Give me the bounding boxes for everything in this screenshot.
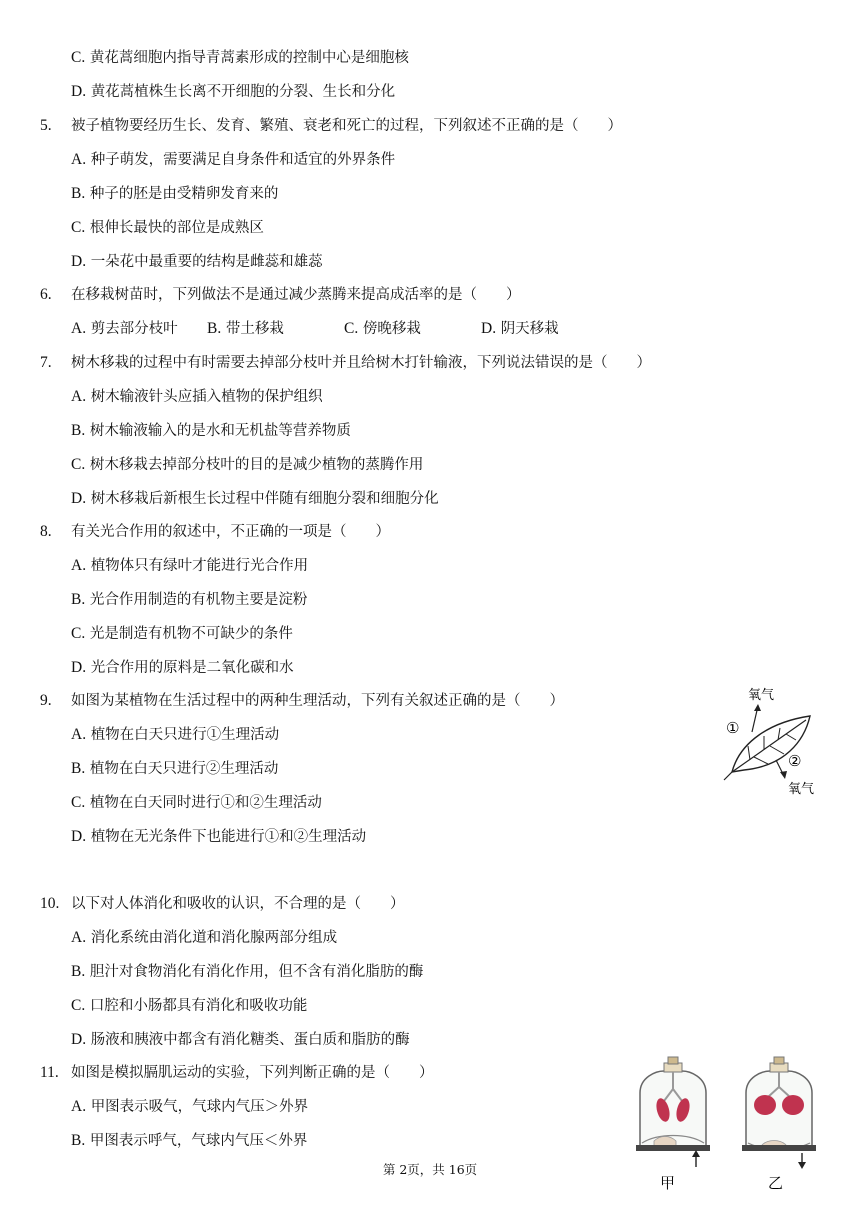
arrow-up-head [754,704,761,711]
question-text: 树木移栽的过程中有时需要去掉部分枝叶并且给树木打针输液，下列说法错误的是（ ） [71,355,651,371]
answer-option [71,590,307,610]
option-text: 光合作用的原料是二氧化碳和水 [90,660,294,676]
option-text: 消化系统由消化道和消化腺两部分组成 [90,930,338,946]
option-text: 树木输液针头应插入植物的保护组织 [90,389,323,405]
question-number: 11. [40,1064,59,1081]
arrow-down-head [780,771,787,779]
answer-option [71,218,264,238]
answer-option [71,556,308,576]
option-label: A. [71,557,87,574]
answer-option [71,82,395,102]
option-text: 黄花蒿细胞内指导青蒿素形成的控制中心是细胞核 [89,50,409,66]
jar-jia-base [636,1145,710,1151]
option-text: 植物在白天同时进行①和②生理活动 [89,795,322,811]
answer-option [71,252,323,272]
option-text: 植物在白天只进行②生理活动 [89,761,279,777]
option-text: 植物体只有绿叶才能进行光合作用 [90,558,309,574]
answer-option [71,1030,410,1050]
answer-option [71,928,337,948]
option-text: 树木移栽去掉部分枝叶的目的是减少植物的蒸腾作用 [89,457,424,473]
answer-option [71,759,278,779]
option-text: 树木移栽后新根生长过程中伴随有细胞分裂和细胞分化 [90,491,439,507]
answer-option [71,1131,307,1151]
fig9-marker-2: ② [788,752,802,770]
option-text: 甲图表示吸气，气球内气压＞外界 [90,1099,309,1115]
option-label: C. [71,49,86,66]
option-label: C. [71,794,86,811]
option-label: A. [71,726,87,743]
option-text: 植物在无光条件下也能进行①和②生理活动 [90,829,367,845]
option-label: A. [71,388,87,405]
option-label: D. [71,828,87,845]
option-label: A. [71,1098,87,1115]
option-label: D. [71,1031,87,1048]
option-label: D. [71,490,87,507]
option-label: B. [71,185,86,202]
option-text: 植物在白天只进行①生理活动 [90,727,280,743]
option-text: 光是制造有机物不可缺少的条件 [89,626,293,642]
answer-option [71,421,351,441]
question-text: 以下对人体消化和吸收的认识，不合理的是（ ） [71,896,405,912]
option-label: C. [71,997,86,1014]
option-label: B. [71,963,86,980]
option-label: C. [71,219,86,236]
option-text: 根伸长最快的部位是成熟区 [89,220,264,236]
option-label: B. [71,591,86,608]
option-text: 树木输液输入的是水和无机盐等营养物质 [89,423,351,439]
fig11-right-label: 乙 [768,1174,784,1192]
question-number: 10. [40,895,60,912]
answer-option [71,489,439,509]
question-text: 如图是模拟膈肌运动的实验，下列判断正确的是（ ） [71,1065,434,1081]
option-label: C. [71,625,86,642]
option-text: 甲图表示呼气，气球内气压＜外界 [89,1133,308,1149]
option-label: D. [71,83,87,100]
option-label: A. [71,929,87,946]
answer-option [71,48,409,68]
answer-option [71,962,423,982]
page-footer: 第 2页，共 16页 [382,1162,478,1177]
question-text: 被子植物要经历生长、发育、繁殖、衰老和死亡的过程，下列叙述不正确的是（ ） [71,118,622,134]
option-text: 口腔和小肠都具有消化和吸收功能 [89,998,308,1014]
option-label: D. [71,659,87,676]
jar-yi-stopper [774,1057,784,1064]
answer-option [71,624,293,644]
option-text: 一朵花中最重要的结构是雌蕊和雄蕊 [90,254,323,270]
answer-option [71,725,279,745]
option-text: 黄花蒿植株生长离不开细胞的分裂、生长和分化 [90,84,396,100]
option-label: D. [71,253,87,270]
question-number: 8. [40,523,52,540]
question-number: 5. [40,117,52,134]
answer-option [71,150,395,170]
answer-option [71,455,423,475]
jar-jia-stopper [668,1057,678,1064]
option-text: 种子的胚是由受精卵发育来的 [89,186,279,202]
answer-option [71,658,294,678]
option-label: C. [71,456,86,473]
jar-yi-base [742,1145,816,1151]
answer-option [71,827,366,847]
option-label: B. [71,1132,86,1149]
fig9-top-label: 氧气 [748,688,775,703]
jar-yi-balloon-left [754,1095,776,1115]
q6-option-d: D. 阴天移栽 [481,320,559,337]
answer-option [71,387,323,407]
option-text: 胆汁对食物消化有消化作用，但不含有消化脂肪的酶 [89,964,424,980]
option-text: 肠液和胰液中都含有消化糖类、蛋白质和脂肪的酶 [90,1032,410,1048]
q6-option-b: B. 带土移栽 [207,320,284,337]
answer-option [71,996,307,1016]
option-text: 种子萌发，需要满足自身条件和适宜的外界条件 [90,152,396,168]
answer-option [71,793,322,813]
fig9-bottom-label: 氧气 [788,782,815,797]
fig11-left-label: 甲 [660,1174,676,1192]
option-label: B. [71,422,86,439]
q6-option-c: C. 傍晚移栽 [344,320,421,337]
jar-yi-balloon-right [782,1095,804,1115]
question-text: 有关光合作用的叙述中，不正确的一项是（ ） [71,524,390,540]
fig9-marker-1: ① [726,719,740,737]
answer-option [71,1097,308,1117]
question-text: 如图为某植物在生活过程中的两种生理活动，下列有关叙述正确的是（ ） [71,693,564,709]
option-label: A. [71,151,87,168]
q6-option-a: A. 剪去部分枝叶 [71,320,178,337]
question-number: 7. [40,354,52,371]
jar-jia-arrow-head [692,1150,700,1157]
question-text: 在移栽树苗时，下列做法不是通过减少蒸腾来提高成活率的是（ ） [71,287,521,303]
question-number: 6. [40,286,52,303]
leaf-diagram [718,680,828,800]
question-number: 9. [40,692,52,709]
option-label: B. [71,760,86,777]
option-text: 光合作用制造的有机物主要是淀粉 [89,592,308,608]
answer-option [71,184,278,204]
